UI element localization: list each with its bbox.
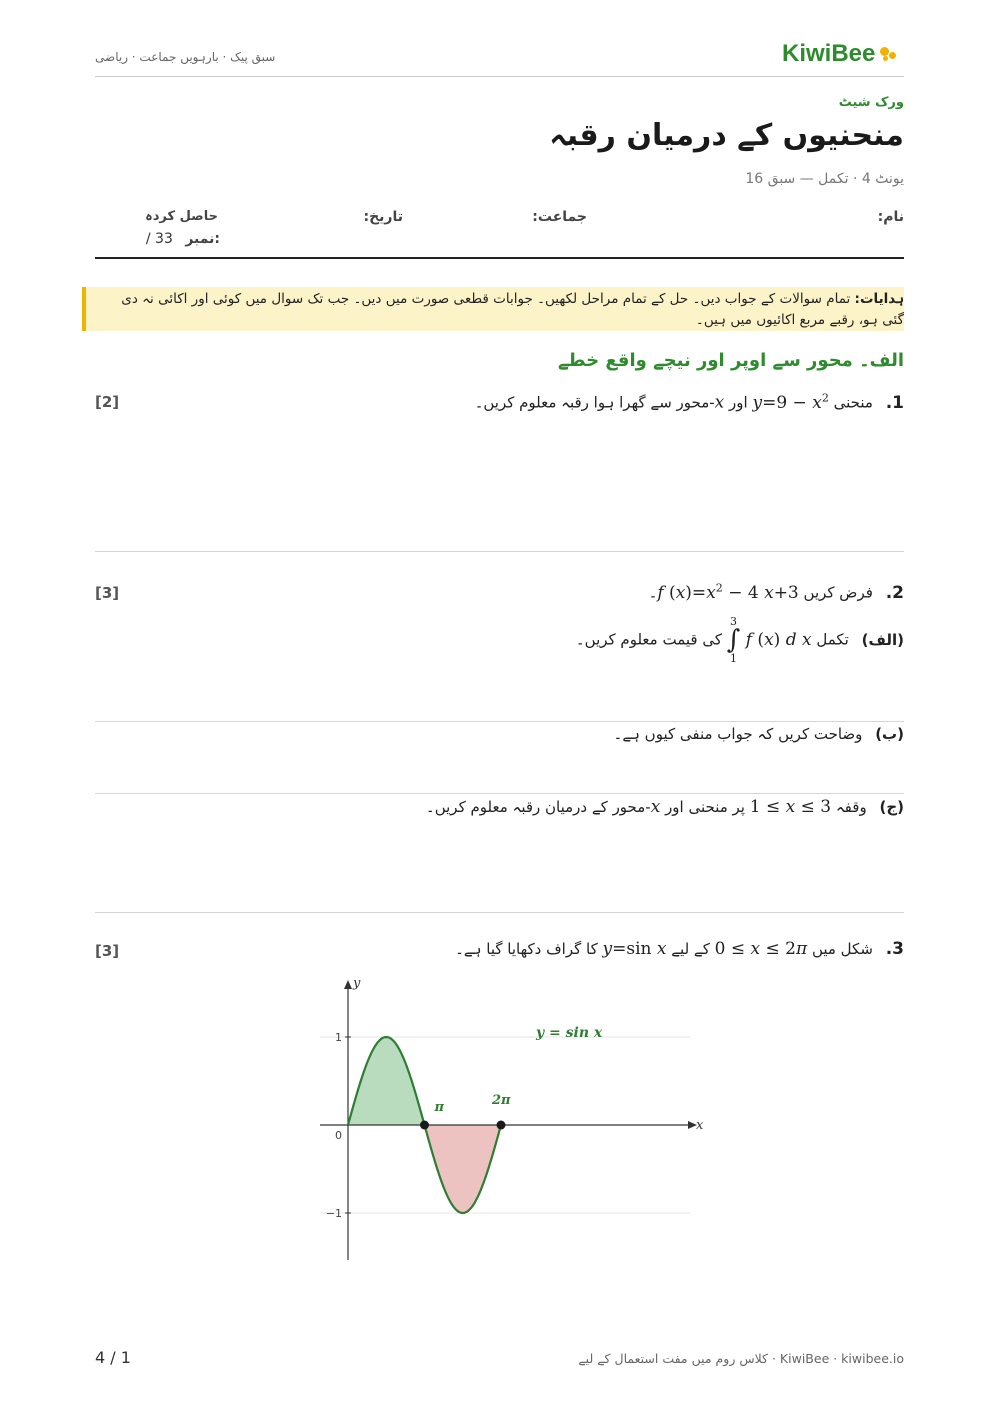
question-2: 2. فرض کریں f $(x)=x^2 - 4$ x+3۔	[648, 581, 904, 603]
instructions-label: ہدایات:	[854, 291, 904, 307]
info-divider	[95, 257, 904, 259]
question-3-text-mid: کے لیے	[671, 940, 710, 958]
q1-curve-formula: $y=9 - x^2$	[752, 391, 829, 413]
y-tick-label: 0	[335, 1129, 342, 1142]
x-mark-2pi: 2π	[491, 1093, 511, 1108]
answer-space-divider	[95, 551, 904, 552]
question-3-marks: [3]	[95, 942, 120, 960]
header-divider	[95, 76, 904, 77]
question-2b	[614, 725, 904, 743]
curve-label: y = sin x	[536, 1025, 603, 1041]
question-2b-text: وضاحت کریں کہ جواب منفی کیوں ہے۔	[613, 725, 863, 743]
y-tick-label: 1	[335, 1031, 342, 1044]
score-field-label: حاصل کردہ	[145, 209, 218, 224]
worksheet-label: ورک شیٹ	[838, 95, 904, 110]
question-1-text-b: اور	[729, 393, 748, 412]
question-2b-label: (ب)	[875, 725, 904, 743]
q2c-interval: 1 ≤ x ≤ 3	[749, 797, 832, 817]
question-2c-text-pre: وقفہ	[835, 798, 867, 816]
sine-graph	[310, 975, 710, 1265]
question-2c	[426, 797, 904, 817]
question-2a-text-pre: تکمل	[816, 630, 849, 649]
question-1-number: 1.	[885, 392, 904, 413]
page-number: 4 / 1	[95, 1348, 131, 1367]
marks-label: نمبر:	[185, 231, 220, 247]
instructions-text: تمام سوالات کے جواب دیں۔ حل کے تمام مراحل لکھیں۔ جوابات قطعی صورت میں دیں۔ جب تک سوال میں کوئی اور اکائی نہ دی گئی ہو، رقبے مربع اکائیوں میں ہیں۔	[121, 291, 904, 328]
positive-area-fill	[348, 1037, 424, 1125]
q2a-integral: 3 ∫ 1 f (x) d x	[726, 615, 812, 665]
date-field-label: تاریخ:	[363, 209, 403, 225]
question-3-text-post: کا گراف دکھایا گیا ہے۔	[455, 940, 598, 958]
q3-interval: 0 ≤ x ≤ 2π	[714, 939, 808, 959]
question-2c-label: (ج)	[879, 798, 904, 816]
curve-point	[420, 1121, 429, 1130]
question-2-marks: [3]	[95, 584, 120, 602]
question-3-number: 3.	[885, 939, 904, 959]
answer-space-divider	[95, 793, 904, 794]
y-axis-arrow-icon	[344, 980, 352, 989]
q3-function: y=sin x	[602, 939, 667, 959]
question-2c-text-mid: پر منحنی اور	[665, 798, 745, 816]
x-axis-label: x	[696, 1118, 704, 1133]
subject-line: سبق پیک · بارہویں جماعت · ریاضی	[95, 50, 276, 64]
page-title: منحنیوں کے درمیان رقبہ	[549, 118, 904, 153]
question-2a-text-post: کی قیمت معلوم کریں۔	[575, 630, 722, 649]
integral-lower-limit: 1	[730, 652, 738, 665]
x-mark-pi: π	[434, 1100, 445, 1115]
question-2-number: 2.	[885, 582, 904, 603]
q1-axis-variable: x	[714, 392, 725, 413]
marks-field	[140, 231, 220, 247]
integral-upper-limit: 3	[730, 615, 738, 628]
y-axis-label: y	[353, 976, 361, 991]
q2c-axis-variable: x	[650, 797, 661, 817]
question-3	[455, 939, 904, 959]
answer-space-divider	[95, 721, 904, 722]
logo-dots-icon	[878, 44, 898, 64]
unit-line: یونٹ 4 · تکمل — سبق 16	[745, 171, 904, 187]
name-field-label: نام:	[877, 209, 904, 225]
question-3-text-pre: شکل میں	[811, 940, 873, 958]
q2-function-formula: f $(x)=x^2 - 4$ x+3	[657, 581, 799, 603]
answer-space-divider	[95, 912, 904, 913]
instructions-box	[82, 287, 904, 331]
question-2-text: فرض کریں	[803, 583, 873, 602]
question-1-text-a: منحنی	[833, 393, 873, 412]
curve-point	[496, 1121, 505, 1130]
question-2a	[576, 616, 904, 664]
question-1	[475, 391, 904, 413]
integral-sign: 3 ∫ 1	[726, 615, 741, 665]
question-2a-label: (الف)	[861, 630, 904, 649]
kiwibee-logo: KiwiBee	[782, 40, 898, 68]
section-a-title: الف۔ محور سے اوپر اور نیچے واقع خطے	[558, 350, 904, 371]
footer-credit: کلاس روم میں مفت استعمال کے لیے · KiwiBee · kiwibee.io	[578, 1351, 904, 1366]
question-1-text-c: -محور سے گھرا ہوا رقبہ معلوم کریں۔	[474, 393, 715, 412]
y-tick-label: −1	[325, 1207, 342, 1220]
marks-total: / 33	[145, 231, 173, 247]
question-2c-text-post: -محور کے درمیان رقبہ معلوم کریں۔	[425, 798, 651, 816]
question-1-marks: [2]	[95, 393, 120, 411]
class-field-label: جماعت:	[532, 209, 587, 225]
